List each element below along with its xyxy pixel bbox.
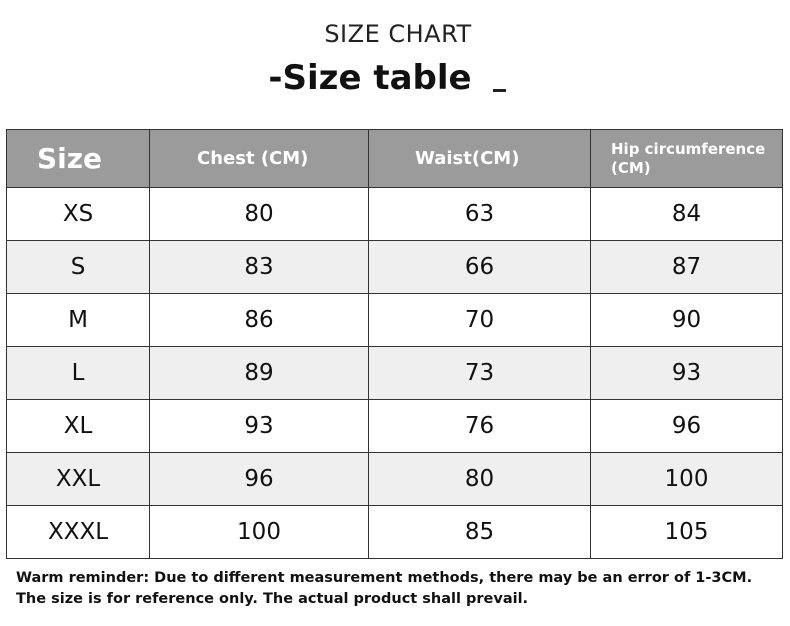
size-cell: XXXL	[7, 506, 150, 559]
column-header-size: Size	[7, 130, 150, 188]
waist-cell: 80	[369, 453, 591, 506]
waist-cell: 63	[369, 188, 591, 241]
hip-cell: 84	[591, 188, 783, 241]
hip-cell: 93	[591, 347, 783, 400]
column-header-hip: Hip circumference (CM)	[591, 130, 783, 188]
chest-cell: 83	[150, 241, 369, 294]
waist-cell: 73	[369, 347, 591, 400]
waist-cell: 66	[369, 241, 591, 294]
table-header-row	[7, 130, 783, 188]
size-cell: XS	[7, 188, 150, 241]
waist-cell: 85	[369, 506, 591, 559]
hip-cell: 87	[591, 241, 783, 294]
table-row	[7, 294, 783, 347]
chest-cell: 89	[150, 347, 369, 400]
waist-cell: 76	[369, 400, 591, 453]
chest-cell: 93	[150, 400, 369, 453]
hip-cell: 100	[591, 453, 783, 506]
decorative-dash	[493, 89, 506, 92]
table-row	[7, 506, 783, 559]
table-row	[7, 453, 783, 506]
size-cell: L	[7, 347, 150, 400]
table-row	[7, 347, 783, 400]
waist-cell: 70	[369, 294, 591, 347]
hip-cell: 90	[591, 294, 783, 347]
size-cell: S	[7, 241, 150, 294]
size-cell: M	[7, 294, 150, 347]
chest-cell: 80	[150, 188, 369, 241]
chart-title: SIZE CHART	[324, 20, 472, 48]
chest-cell: 100	[150, 506, 369, 559]
size-cell: XL	[7, 400, 150, 453]
hip-cell: 96	[591, 400, 783, 453]
table-row	[7, 188, 783, 241]
size-table	[6, 129, 783, 559]
warm-reminder-note: Warm reminder: Due to different measurement methods, there may be an error of 1-3CM. The size is for reference only. The actual product shall prevail.	[16, 570, 753, 607]
table-row	[7, 241, 783, 294]
size-cell: XXL	[7, 453, 150, 506]
column-header-chest: Chest (CM)	[150, 130, 369, 188]
chart-subtitle: -Size table	[268, 58, 472, 98]
table-row	[7, 400, 783, 453]
chest-cell: 86	[150, 294, 369, 347]
chest-cell: 96	[150, 453, 369, 506]
hip-cell: 105	[591, 506, 783, 559]
column-header-waist: Waist(CM)	[369, 130, 591, 188]
